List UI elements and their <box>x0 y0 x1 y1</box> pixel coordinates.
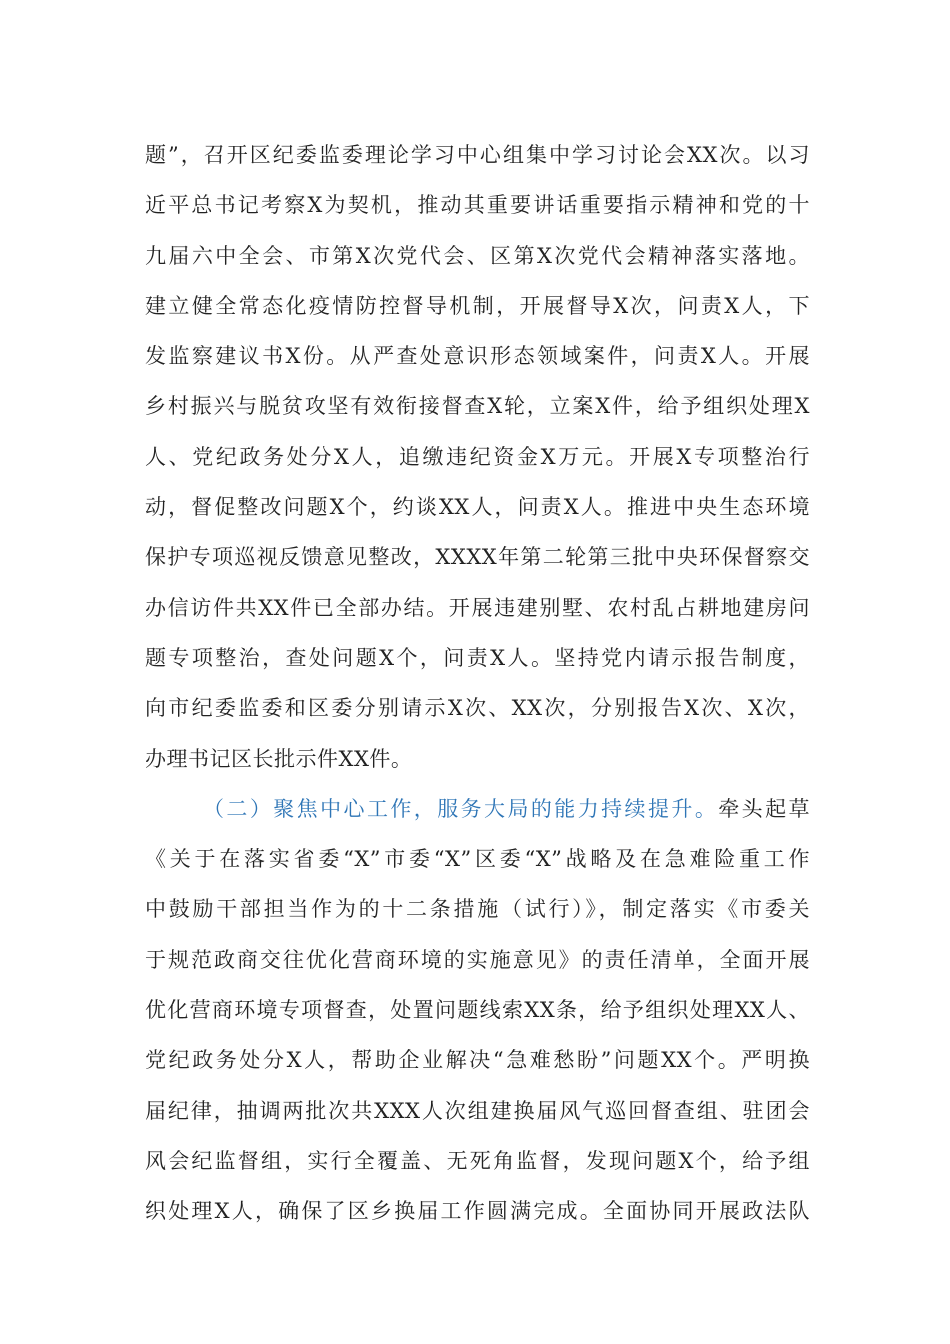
text-line: 办信访件共XX件已全部办结。开展违建别墅、农村乱占耕地建房问 <box>145 595 810 620</box>
text-line: 九届六中全会、市第X次党代会、区第X次党代会精神落实落地。 <box>145 243 810 268</box>
section-heading-line <box>145 784 810 834</box>
text-line: 党纪政务处分X人，帮助企业解决“急难愁盼”问题XX个。严明换 <box>145 1048 810 1073</box>
text-line: 动，督促整改问题X个，约谈XX人，问责X人。推进中央生态环境 <box>145 495 810 520</box>
text-line: 向市纪委监委和区委分别请示X次、XX次，分别报告X次、X次， <box>145 696 810 721</box>
text-line: 近平总书记考察X为契机，推动其重要讲话重要指示精神和党的十 <box>145 193 810 218</box>
paragraph-2 <box>145 784 810 1237</box>
text-line: 优化营商环境专项督查，处置问题线索XX条，给予组织处理XX人、 <box>145 998 810 1023</box>
text-line: 中鼓励干部担当作为的十二条措施（试行）》，制定落实《市委关 <box>145 897 810 922</box>
text-line: 风会纪监督组，实行全覆盖、无死角监督，发现问题X个，给予组 <box>145 1148 810 1173</box>
text-line: 届纪律，抽调两批次共XXX人次组建换届风气巡回督查组、驻团会 <box>145 1098 810 1123</box>
text-line: 于规范政商交往优化营商环境的实施意见》的责任清单，全面开展 <box>145 947 810 972</box>
text-line: 题”，召开区纪委监委理论学习中心组集中学习讨论会XX次。以习 <box>145 143 810 167</box>
text-line: 织处理X人，确保了区乡换届工作圆满完成。全面协同开展政法队 <box>145 1199 810 1224</box>
text-line: 乡村振兴与脱贫攻坚有效衔接督查X轮，立案X件，给予组织处理X <box>145 394 810 419</box>
text-line: 保护专项巡视反馈意见整改，XXXX年第二轮第三批中央环保督察交 <box>145 545 810 570</box>
paragraph-1 <box>145 130 810 784</box>
document-body <box>145 130 810 1237</box>
text-span: 牵头起草 <box>718 796 811 821</box>
text-line: 发监察建议书X份。从严查处意识形态领域案件，问责X人。开展 <box>145 344 810 369</box>
text-line: 《关于在落实省委“X”市委“X”区委“X”战略及在急难险重工作 <box>145 847 810 872</box>
text-line: 题专项整治，查处问题X个，问责X人。坚持党内请示报告制度， <box>145 645 810 670</box>
section-heading: （二）聚焦中心工作，服务大局的能力持续提升。 <box>203 796 719 821</box>
text-line: 建立健全常态化疫情防控督导机制，开展督导X次，问责X人，下 <box>145 293 810 318</box>
text-line: 办理书记区长批示件XX件。 <box>145 746 413 771</box>
text-line: 人、党纪政务处分X人，追缴违纪资金X万元。开展X专项整治行 <box>145 444 810 469</box>
